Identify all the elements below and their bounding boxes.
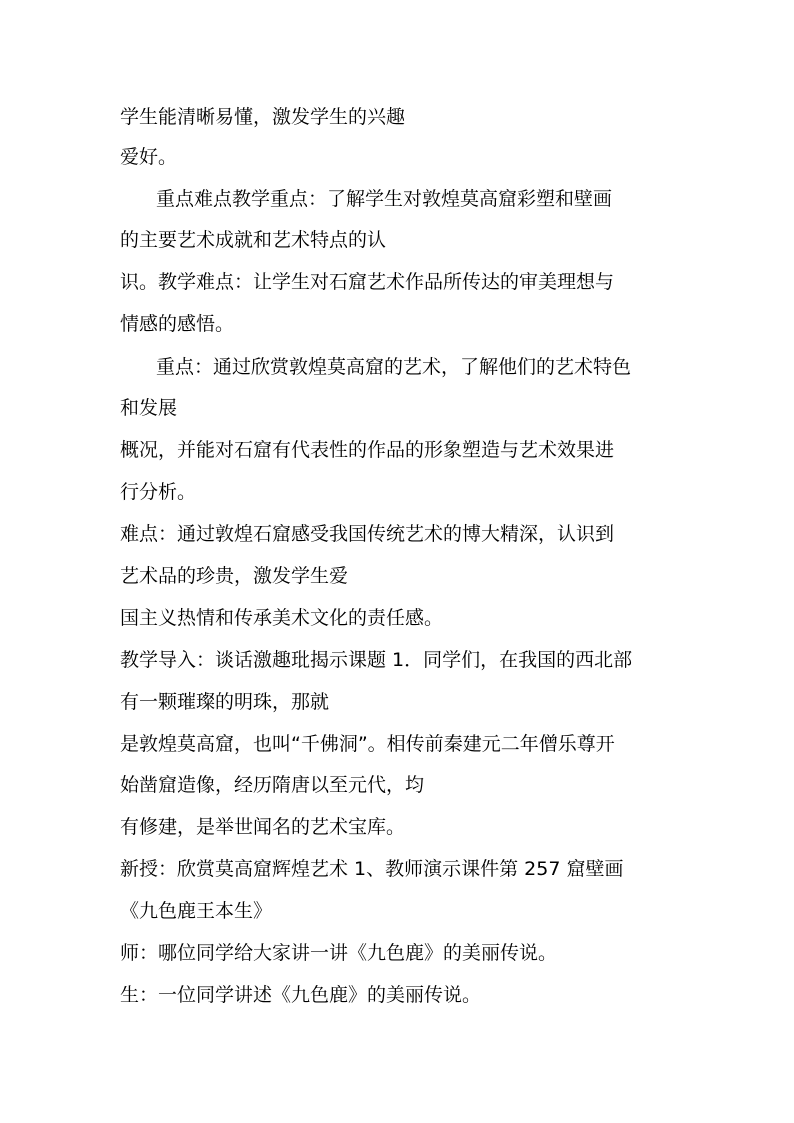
text-line: 有一颗璀璨的明珠，那就: [120, 691, 330, 713]
text-line: 艺术品的珍贵，激发学生爱: [120, 565, 349, 587]
text-line: 师：哪位同学给大家讲一讲《九色鹿》的美丽传说。: [120, 942, 558, 964]
text-line: 重点：通过欣赏敦煌莫高窟的艺术，了解他们的艺术特色: [156, 356, 632, 378]
text-line: 的主要艺术成就和艺术特点的认: [120, 229, 387, 251]
text-line: 有修建，是举世闻名的艺术宝库。: [120, 816, 406, 838]
text-line: 难点：通过敦煌石窟感受我国传统艺术的博大精深，认识到: [120, 523, 615, 545]
text-line: 教学导入：谈话激趣玭揭示课题 1．同学们，在我国的西北部: [120, 649, 633, 671]
text-line: 和发展: [120, 397, 178, 419]
text-line: 行分析。: [120, 481, 197, 503]
text-line: 识。教学难点：让学生对石窟艺术作品所传达的审美理想与: [120, 271, 615, 293]
text-line: 始凿窟造像，经历隋唐以至元代，均: [120, 774, 425, 796]
text-line: 生：一位同学讲述《九色鹿》的美丽传说。: [120, 984, 482, 1006]
text-line: 新授：欣赏莫高窟辉煌艺术 1、教师演示课件第 257 窟壁画: [120, 858, 624, 880]
text-line: 爱好。: [120, 146, 178, 168]
text-line: 《九色鹿王本生》: [120, 900, 273, 922]
text-line: 重点难点教学重点：了解学生对敦煌莫高窟彩塑和壁画: [156, 188, 613, 210]
text-line: 概况，并能对石窟有代表性的作品的形象塑造与艺术效果进: [120, 439, 615, 461]
text-line: 是敦煌莫高窟，也叫“千佛洞”。相传前秦建元二年僧乐尊开: [120, 733, 615, 755]
text-line: 学生能清晰易懂，激发学生的兴趣: [120, 106, 406, 128]
text-line: 国主义热情和传承美术文化的责任感。: [120, 607, 444, 629]
text-line: 情感的感悟。: [120, 313, 235, 335]
